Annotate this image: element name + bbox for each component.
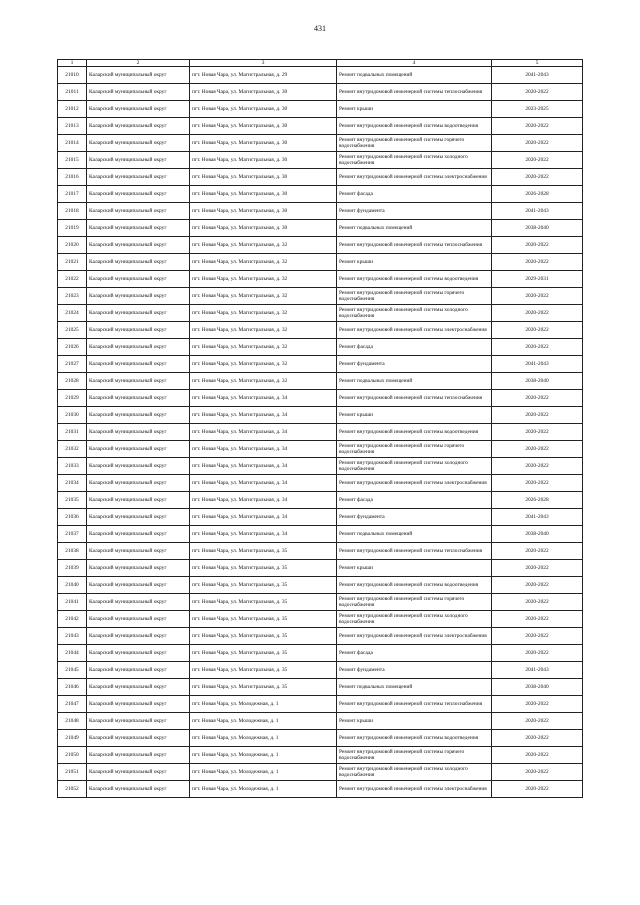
row-number-cell: 21039 bbox=[58, 560, 87, 577]
period-cell: 2041-2043 bbox=[492, 67, 583, 84]
work-type-cell: Ремонт фасада bbox=[337, 492, 492, 509]
municipality-cell: Каларский муниципальный округ bbox=[87, 288, 190, 305]
period-cell: 2020-2022 bbox=[492, 628, 583, 645]
work-type-cell: Ремонт крыши bbox=[337, 560, 492, 577]
period-cell: 2038-2040 bbox=[492, 220, 583, 237]
work-type-cell: Ремонт внутридомовой инженерной системы электроснабжения bbox=[337, 322, 492, 339]
table-row bbox=[58, 322, 583, 339]
row-number-cell: 21025 bbox=[58, 322, 87, 339]
table-row bbox=[58, 288, 583, 305]
work-type-cell: Ремонт крыши bbox=[337, 254, 492, 271]
work-type-cell: Ремонт внутридомовой инженерной системы теплоснабжения bbox=[337, 84, 492, 101]
table-row bbox=[58, 526, 583, 543]
table-row bbox=[58, 305, 583, 322]
table-row bbox=[58, 696, 583, 713]
period-cell: 2020-2022 bbox=[492, 339, 583, 356]
row-number-cell: 21041 bbox=[58, 594, 87, 611]
period-cell: 2041-2043 bbox=[492, 356, 583, 373]
row-number-cell: 21018 bbox=[58, 203, 87, 220]
table-body bbox=[58, 60, 583, 798]
work-type-cell: Ремонт подвальных помещений bbox=[337, 373, 492, 390]
municipality-cell: Каларский муниципальный округ bbox=[87, 594, 190, 611]
table-row bbox=[58, 118, 583, 135]
address-cell: пгт. Новая Чара, ул. Молодежная, д. 1 bbox=[190, 696, 337, 713]
work-type-cell: Ремонт внутридомовой инженерной системы холодного водоснабжения bbox=[337, 458, 492, 475]
table-row bbox=[58, 220, 583, 237]
row-number-cell: 21040 bbox=[58, 577, 87, 594]
municipality-cell: Каларский муниципальный округ bbox=[87, 186, 190, 203]
municipality-cell: Каларский муниципальный округ bbox=[87, 696, 190, 713]
period-cell: 2020-2022 bbox=[492, 696, 583, 713]
work-type-cell: Ремонт крыши bbox=[337, 101, 492, 118]
work-type-cell: Ремонт внутридомовой инженерной системы электроснабжения bbox=[337, 781, 492, 798]
row-number-cell: 21044 bbox=[58, 645, 87, 662]
address-cell: пгт. Новая Чара, ул. Магистральная, д. 34 bbox=[190, 407, 337, 424]
municipality-cell: Каларский муниципальный округ bbox=[87, 135, 190, 152]
page-number: 431 bbox=[314, 24, 326, 33]
address-cell: пгт. Новая Чара, ул. Магистральная, д. 34 bbox=[190, 492, 337, 509]
row-number-cell: 21022 bbox=[58, 271, 87, 288]
row-number-cell: 21031 bbox=[58, 424, 87, 441]
period-cell: 2020-2022 bbox=[492, 730, 583, 747]
work-type-cell: Ремонт фундамента bbox=[337, 356, 492, 373]
address-cell: пгт. Новая Чара, ул. Магистральная, д. 32 bbox=[190, 373, 337, 390]
work-type-cell: Ремонт подвальных помещений bbox=[337, 67, 492, 84]
work-type-cell: Ремонт внутридомовой инженерной системы водоотведения bbox=[337, 730, 492, 747]
address-cell: пгт. Новая Чара, ул. Магистральная, д. 35 bbox=[190, 645, 337, 662]
address-cell: пгт. Новая Чара, ул. Магистральная, д. 35 bbox=[190, 560, 337, 577]
row-number-cell: 21012 bbox=[58, 101, 87, 118]
period-cell: 2020-2022 bbox=[492, 594, 583, 611]
municipality-cell: Каларский муниципальный округ bbox=[87, 152, 190, 169]
work-type-cell: Ремонт внутридомовой инженерной системы электроснабжения bbox=[337, 169, 492, 186]
table-row bbox=[58, 271, 583, 288]
municipality-cell: Каларский муниципальный округ bbox=[87, 441, 190, 458]
row-number-cell: 21034 bbox=[58, 475, 87, 492]
table-row bbox=[58, 101, 583, 118]
period-cell: 2020-2022 bbox=[492, 254, 583, 271]
address-cell: пгт. Новая Чара, ул. Магистральная, д. 32 bbox=[190, 339, 337, 356]
period-cell: 2038-2040 bbox=[492, 373, 583, 390]
work-type-cell: Ремонт внутридомовой инженерной системы холодного водоснабжения bbox=[337, 152, 492, 169]
address-cell: пгт. Новая Чара, ул. Магистральная, д. 32 bbox=[190, 254, 337, 271]
work-type-cell: Ремонт фасада bbox=[337, 645, 492, 662]
address-cell: пгт. Новая Чара, ул. Магистральная, д. 30 bbox=[190, 186, 337, 203]
address-cell: пгт. Новая Чара, ул. Магистральная, д. 35 bbox=[190, 662, 337, 679]
municipality-cell: Каларский муниципальный округ bbox=[87, 118, 190, 135]
work-type-cell: Ремонт крыши bbox=[337, 713, 492, 730]
municipality-cell: Каларский муниципальный округ bbox=[87, 611, 190, 628]
row-number-cell: 21020 bbox=[58, 237, 87, 254]
work-type-cell: Ремонт внутридомовой инженерной системы водоотведения bbox=[337, 118, 492, 135]
table-row bbox=[58, 254, 583, 271]
address-cell: пгт. Новая Чара, ул. Магистральная, д. 30 bbox=[190, 135, 337, 152]
row-number-cell: 21038 bbox=[58, 543, 87, 560]
period-cell: 2041-2043 bbox=[492, 509, 583, 526]
table-row bbox=[58, 645, 583, 662]
municipality-cell: Каларский муниципальный округ bbox=[87, 509, 190, 526]
table-row bbox=[58, 747, 583, 764]
table-row bbox=[58, 390, 583, 407]
period-cell: 2020-2022 bbox=[492, 543, 583, 560]
municipality-cell: Каларский муниципальный округ bbox=[87, 628, 190, 645]
period-cell: 2020-2022 bbox=[492, 781, 583, 798]
period-cell: 2020-2022 bbox=[492, 84, 583, 101]
row-number-cell: 21035 bbox=[58, 492, 87, 509]
period-cell: 2020-2022 bbox=[492, 169, 583, 186]
address-cell: пгт. Новая Чара, ул. Молодежная, д. 1 bbox=[190, 781, 337, 798]
table-row bbox=[58, 84, 583, 101]
period-cell: 2020-2022 bbox=[492, 560, 583, 577]
municipality-cell: Каларский муниципальный округ bbox=[87, 645, 190, 662]
address-cell: пгт. Новая Чара, ул. Магистральная, д. 35 bbox=[190, 611, 337, 628]
table-row bbox=[58, 356, 583, 373]
address-cell: пгт. Новая Чара, ул. Магистральная, д. 30 bbox=[190, 203, 337, 220]
row-number-cell: 21047 bbox=[58, 696, 87, 713]
municipality-cell: Каларский муниципальный округ bbox=[87, 339, 190, 356]
address-cell: пгт. Новая Чара, ул. Магистральная, д. 32 bbox=[190, 237, 337, 254]
period-cell: 2020-2022 bbox=[492, 237, 583, 254]
row-number-cell: 21015 bbox=[58, 152, 87, 169]
table-row bbox=[58, 441, 583, 458]
work-type-cell: Ремонт внутридомовой инженерной системы теплоснабжения bbox=[337, 390, 492, 407]
work-type-cell: Ремонт внутридомовой инженерной системы водоотведения bbox=[337, 424, 492, 441]
work-type-cell: Ремонт внутридомовой инженерной системы холодного водоснабжения bbox=[337, 305, 492, 322]
address-cell: пгт. Новая Чара, ул. Магистральная, д. 34 bbox=[190, 441, 337, 458]
municipality-cell: Каларский муниципальный округ bbox=[87, 543, 190, 560]
table-row bbox=[58, 169, 583, 186]
row-number-cell: 21030 bbox=[58, 407, 87, 424]
table-row bbox=[58, 662, 583, 679]
address-cell: пгт. Новая Чара, ул. Магистральная, д. 30 bbox=[190, 118, 337, 135]
work-type-cell: Ремонт внутридомовой инженерной системы теплоснабжения bbox=[337, 696, 492, 713]
period-cell: 2023-2025 bbox=[492, 101, 583, 118]
table-row bbox=[58, 577, 583, 594]
period-cell: 2020-2022 bbox=[492, 713, 583, 730]
period-cell: 2020-2022 bbox=[492, 322, 583, 339]
column-header-2: 2 bbox=[87, 60, 190, 67]
row-number-cell: 21052 bbox=[58, 781, 87, 798]
municipality-cell: Каларский муниципальный округ bbox=[87, 713, 190, 730]
row-number-cell: 21032 bbox=[58, 441, 87, 458]
address-cell: пгт. Новая Чара, ул. Молодежная, д. 1 bbox=[190, 747, 337, 764]
table-row bbox=[58, 152, 583, 169]
municipality-cell: Каларский муниципальный округ bbox=[87, 526, 190, 543]
address-cell: пгт. Новая Чара, ул. Магистральная, д. 32 bbox=[190, 356, 337, 373]
table-row bbox=[58, 203, 583, 220]
repair-schedule-table bbox=[57, 59, 583, 798]
work-type-cell: Ремонт внутридомовой инженерной системы холодного водоснабжения bbox=[337, 611, 492, 628]
row-number-cell: 21028 bbox=[58, 373, 87, 390]
address-cell: пгт. Новая Чара, ул. Магистральная, д. 34 bbox=[190, 475, 337, 492]
row-number-cell: 21016 bbox=[58, 169, 87, 186]
period-cell: 2026-2028 bbox=[492, 492, 583, 509]
period-cell: 2029-2031 bbox=[492, 271, 583, 288]
table-row bbox=[58, 730, 583, 747]
period-cell: 2020-2022 bbox=[492, 424, 583, 441]
municipality-cell: Каларский муниципальный округ bbox=[87, 254, 190, 271]
municipality-cell: Каларский муниципальный округ bbox=[87, 237, 190, 254]
period-cell: 2020-2022 bbox=[492, 152, 583, 169]
column-header-3: 3 bbox=[190, 60, 337, 67]
work-type-cell: Ремонт внутридомовой инженерной системы теплоснабжения bbox=[337, 543, 492, 560]
address-cell: пгт. Новая Чара, ул. Магистральная, д. 35 bbox=[190, 577, 337, 594]
period-cell: 2020-2022 bbox=[492, 441, 583, 458]
work-type-cell: Ремонт фасада bbox=[337, 339, 492, 356]
row-number-cell: 21011 bbox=[58, 84, 87, 101]
row-number-cell: 21013 bbox=[58, 118, 87, 135]
address-cell: пгт. Новая Чара, ул. Магистральная, д. 34 bbox=[190, 390, 337, 407]
address-cell: пгт. Новая Чара, ул. Магистральная, д. 34 bbox=[190, 509, 337, 526]
row-number-cell: 21017 bbox=[58, 186, 87, 203]
municipality-cell: Каларский муниципальный округ bbox=[87, 407, 190, 424]
work-type-cell: Ремонт внутридомовой инженерной системы горячего водоснабжения bbox=[337, 288, 492, 305]
row-number-cell: 21024 bbox=[58, 305, 87, 322]
table-row bbox=[58, 475, 583, 492]
address-cell: пгт. Новая Чара, ул. Магистральная, д. 30 bbox=[190, 220, 337, 237]
table-row bbox=[58, 628, 583, 645]
municipality-cell: Каларский муниципальный округ bbox=[87, 271, 190, 288]
row-number-cell: 21014 bbox=[58, 135, 87, 152]
period-cell: 2020-2022 bbox=[492, 764, 583, 781]
municipality-cell: Каларский муниципальный округ bbox=[87, 67, 190, 84]
address-cell: пгт. Новая Чара, ул. Магистральная, д. 35 bbox=[190, 594, 337, 611]
table-header-row bbox=[58, 60, 583, 67]
address-cell: пгт. Новая Чара, ул. Магистральная, д. 32 bbox=[190, 305, 337, 322]
column-header-1: 1 bbox=[58, 60, 87, 67]
municipality-cell: Каларский муниципальный округ bbox=[87, 356, 190, 373]
work-type-cell: Ремонт внутридомовой инженерной системы теплоснабжения bbox=[337, 237, 492, 254]
period-cell: 2020-2022 bbox=[492, 747, 583, 764]
table-row bbox=[58, 237, 583, 254]
table-row bbox=[58, 764, 583, 781]
municipality-cell: Каларский муниципальный округ bbox=[87, 84, 190, 101]
work-type-cell: Ремонт внутридомовой инженерной системы горячего водоснабжения bbox=[337, 441, 492, 458]
municipality-cell: Каларский муниципальный округ bbox=[87, 458, 190, 475]
row-number-cell: 21021 bbox=[58, 254, 87, 271]
address-cell: пгт. Новая Чара, ул. Магистральная, д. 32 bbox=[190, 288, 337, 305]
municipality-cell: Каларский муниципальный округ bbox=[87, 679, 190, 696]
row-number-cell: 21033 bbox=[58, 458, 87, 475]
table-row bbox=[58, 424, 583, 441]
table-row bbox=[58, 509, 583, 526]
period-cell: 2020-2022 bbox=[492, 577, 583, 594]
table-row bbox=[58, 67, 583, 84]
work-type-cell: Ремонт внутридомовой инженерной системы холодного водоснабжения bbox=[337, 764, 492, 781]
address-cell: пгт. Новая Чара, ул. Магистральная, д. 30 bbox=[190, 169, 337, 186]
period-cell: 2020-2022 bbox=[492, 118, 583, 135]
table-row bbox=[58, 611, 583, 628]
municipality-cell: Каларский муниципальный округ bbox=[87, 305, 190, 322]
column-header-5: 5 bbox=[492, 60, 583, 67]
address-cell: пгт. Новая Чара, ул. Молодежная, д. 1 bbox=[190, 764, 337, 781]
address-cell: пгт. Новая Чара, ул. Магистральная, д. 34 bbox=[190, 526, 337, 543]
table-row bbox=[58, 135, 583, 152]
work-type-cell: Ремонт внутридомовой инженерной системы водоотведения bbox=[337, 577, 492, 594]
table-row bbox=[58, 594, 583, 611]
municipality-cell: Каларский муниципальный округ bbox=[87, 662, 190, 679]
period-cell: 2020-2022 bbox=[492, 390, 583, 407]
row-number-cell: 21027 bbox=[58, 356, 87, 373]
municipality-cell: Каларский муниципальный округ bbox=[87, 322, 190, 339]
address-cell: пгт. Новая Чара, ул. Магистральная, д. 30 bbox=[190, 101, 337, 118]
period-cell: 2020-2022 bbox=[492, 135, 583, 152]
table-row bbox=[58, 560, 583, 577]
work-type-cell: Ремонт фундамента bbox=[337, 662, 492, 679]
row-number-cell: 21049 bbox=[58, 730, 87, 747]
table-row bbox=[58, 407, 583, 424]
table-row bbox=[58, 679, 583, 696]
period-cell: 2038-2040 bbox=[492, 526, 583, 543]
table-row bbox=[58, 186, 583, 203]
address-cell: пгт. Новая Чара, ул. Молодежная, д. 1 bbox=[190, 713, 337, 730]
municipality-cell: Каларский муниципальный округ bbox=[87, 203, 190, 220]
municipality-cell: Каларский муниципальный округ bbox=[87, 475, 190, 492]
row-number-cell: 21036 bbox=[58, 509, 87, 526]
row-number-cell: 21026 bbox=[58, 339, 87, 356]
municipality-cell: Каларский муниципальный округ bbox=[87, 764, 190, 781]
table-row bbox=[58, 781, 583, 798]
municipality-cell: Каларский муниципальный округ bbox=[87, 424, 190, 441]
period-cell: 2038-2040 bbox=[492, 679, 583, 696]
period-cell: 2020-2022 bbox=[492, 288, 583, 305]
work-type-cell: Ремонт крыши bbox=[337, 407, 492, 424]
table-row bbox=[58, 543, 583, 560]
work-type-cell: Ремонт внутридомовой инженерной системы электроснабжения bbox=[337, 628, 492, 645]
row-number-cell: 21042 bbox=[58, 611, 87, 628]
row-number-cell: 21046 bbox=[58, 679, 87, 696]
period-cell: 2020-2022 bbox=[492, 611, 583, 628]
address-cell: пгт. Новая Чара, ул. Магистральная, д. 30 bbox=[190, 152, 337, 169]
period-cell: 2020-2022 bbox=[492, 458, 583, 475]
row-number-cell: 21048 bbox=[58, 713, 87, 730]
row-number-cell: 21010 bbox=[58, 67, 87, 84]
table-row bbox=[58, 373, 583, 390]
work-type-cell: Ремонт внутридомовой инженерной системы горячего водоснабжения bbox=[337, 135, 492, 152]
work-type-cell: Ремонт подвальных помещений bbox=[337, 220, 492, 237]
address-cell: пгт. Новая Чара, ул. Магистральная, д. 34 bbox=[190, 458, 337, 475]
row-number-cell: 21029 bbox=[58, 390, 87, 407]
period-cell: 2041-2043 bbox=[492, 203, 583, 220]
period-cell: 2020-2022 bbox=[492, 645, 583, 662]
address-cell: пгт. Новая Чара, ул. Магистральная, д. 32 bbox=[190, 322, 337, 339]
municipality-cell: Каларский муниципальный округ bbox=[87, 373, 190, 390]
column-header-4: 4 bbox=[337, 60, 492, 67]
work-type-cell: Ремонт фасада bbox=[337, 186, 492, 203]
municipality-cell: Каларский муниципальный округ bbox=[87, 781, 190, 798]
address-cell: пгт. Новая Чара, ул. Магистральная, д. 32 bbox=[190, 271, 337, 288]
table-row bbox=[58, 492, 583, 509]
period-cell: 2041-2043 bbox=[492, 662, 583, 679]
work-type-cell: Ремонт фундамента bbox=[337, 203, 492, 220]
address-cell: пгт. Новая Чара, ул. Магистральная, д. 29 bbox=[190, 67, 337, 84]
address-cell: пгт. Новая Чара, ул. Магистральная, д. 30 bbox=[190, 84, 337, 101]
municipality-cell: Каларский муниципальный округ bbox=[87, 560, 190, 577]
work-type-cell: Ремонт внутридомовой инженерной системы горячего водоснабжения bbox=[337, 747, 492, 764]
work-type-cell: Ремонт внутридомовой инженерной системы горячего водоснабжения bbox=[337, 594, 492, 611]
work-type-cell: Ремонт подвальных помещений bbox=[337, 526, 492, 543]
row-number-cell: 21051 bbox=[58, 764, 87, 781]
row-number-cell: 21019 bbox=[58, 220, 87, 237]
address-cell: пгт. Новая Чара, ул. Магистральная, д. 35 bbox=[190, 679, 337, 696]
period-cell: 2026-2028 bbox=[492, 186, 583, 203]
period-cell: 2020-2022 bbox=[492, 305, 583, 322]
table-row bbox=[58, 713, 583, 730]
work-type-cell: Ремонт внутридомовой инженерной системы водоотведения bbox=[337, 271, 492, 288]
row-number-cell: 21045 bbox=[58, 662, 87, 679]
address-cell: пгт. Новая Чара, ул. Магистральная, д. 35 bbox=[190, 543, 337, 560]
row-number-cell: 21037 bbox=[58, 526, 87, 543]
municipality-cell: Каларский муниципальный округ bbox=[87, 220, 190, 237]
row-number-cell: 21050 bbox=[58, 747, 87, 764]
work-type-cell: Ремонт подвальных помещений bbox=[337, 679, 492, 696]
address-cell: пгт. Новая Чара, ул. Магистральная, д. 34 bbox=[190, 424, 337, 441]
work-type-cell: Ремонт внутридомовой инженерной системы электроснабжения bbox=[337, 475, 492, 492]
table-row bbox=[58, 339, 583, 356]
address-cell: пгт. Новая Чара, ул. Молодежная, д. 1 bbox=[190, 730, 337, 747]
period-cell: 2020-2022 bbox=[492, 475, 583, 492]
period-cell: 2020-2022 bbox=[492, 407, 583, 424]
row-number-cell: 21023 bbox=[58, 288, 87, 305]
municipality-cell: Каларский муниципальный округ bbox=[87, 169, 190, 186]
work-type-cell: Ремонт фундамента bbox=[337, 509, 492, 526]
address-cell: пгт. Новая Чара, ул. Магистральная, д. 35 bbox=[190, 628, 337, 645]
municipality-cell: Каларский муниципальный округ bbox=[87, 101, 190, 118]
municipality-cell: Каларский муниципальный округ bbox=[87, 577, 190, 594]
municipality-cell: Каларский муниципальный округ bbox=[87, 390, 190, 407]
municipality-cell: Каларский муниципальный округ bbox=[87, 747, 190, 764]
municipality-cell: Каларский муниципальный округ bbox=[87, 492, 190, 509]
table-row bbox=[58, 458, 583, 475]
municipality-cell: Каларский муниципальный округ bbox=[87, 730, 190, 747]
row-number-cell: 21043 bbox=[58, 628, 87, 645]
